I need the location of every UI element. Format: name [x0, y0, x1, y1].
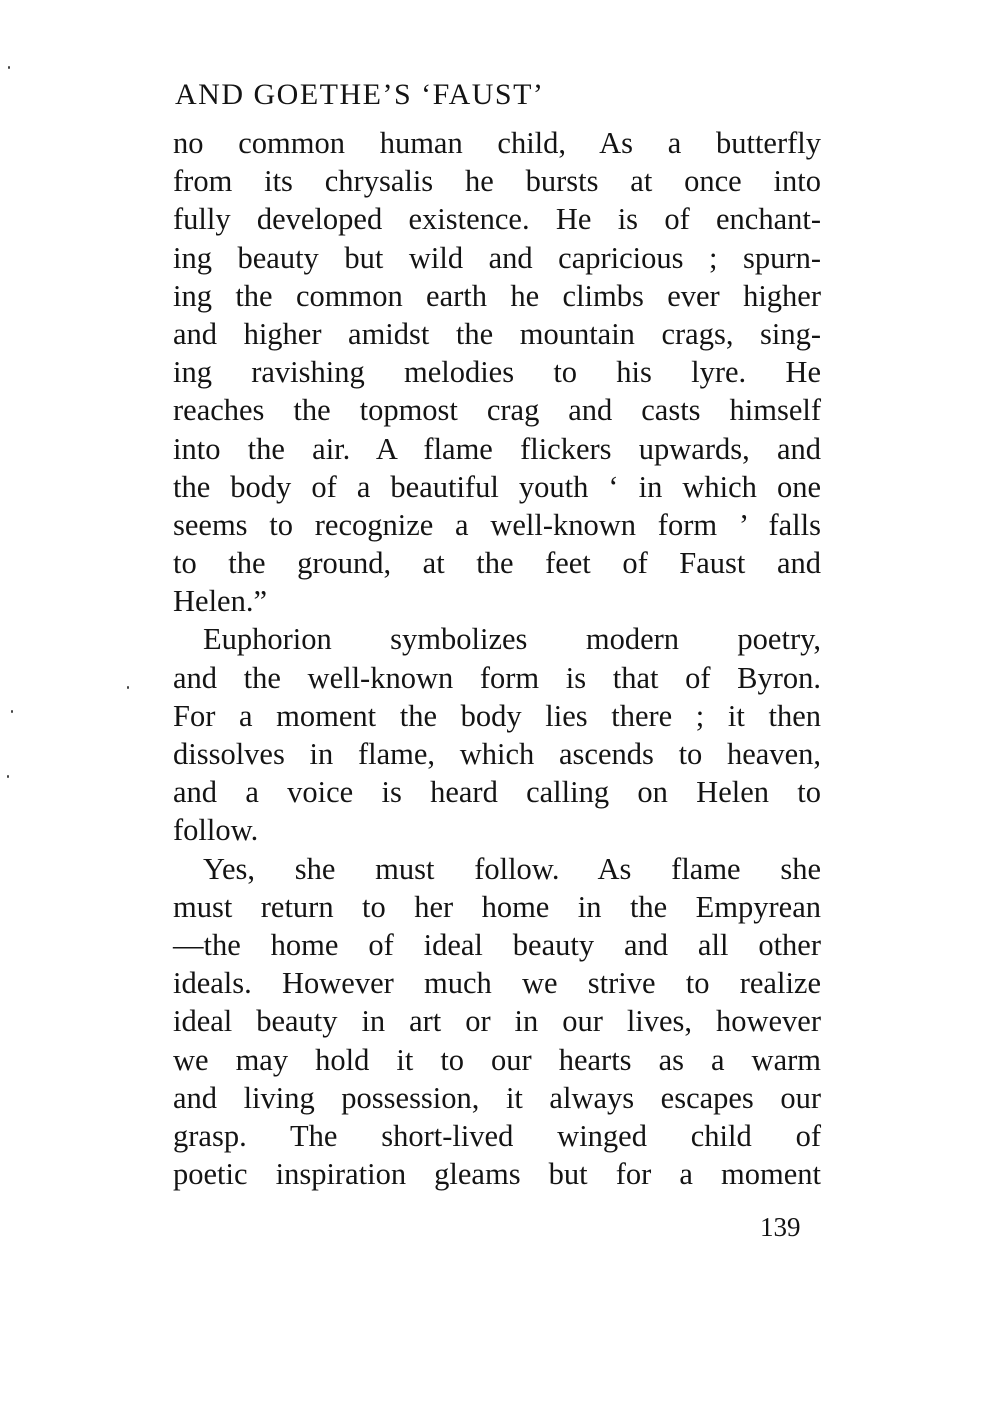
text-line: ing the common earth he climbs ever higher [173, 278, 821, 313]
scan-speck [7, 775, 9, 778]
scan-speck [8, 66, 10, 69]
text-line: and the well-known form is that of Byron. [173, 660, 821, 695]
text-line: and a voice is heard calling on Helen to [173, 775, 821, 810]
text-line: For a moment the body lies there ; it then [173, 698, 821, 733]
text-line: poetic inspiration gleams but for a moment [173, 1157, 821, 1192]
text-line: —the home of ideal beauty and all other [173, 927, 821, 962]
text-line: into the air. A flame flickers upwards, and [173, 431, 821, 466]
text-line: ideals. However much we strive to realize [173, 966, 821, 1001]
text-line: from its chrysalis he bursts at once into [173, 164, 821, 199]
text-line: follow. [173, 813, 259, 848]
text-line: Euphorion symbolizes modern poetry, [203, 622, 821, 657]
paragraph-3 [173, 850, 821, 1194]
text-line: fully developed existence. He is of enchant- [173, 202, 821, 237]
running-head: AND GOETHE’S ‘FAUST’ [175, 78, 545, 111]
text-line: to the ground, at the feet of Faust and [173, 546, 821, 581]
text-line: grasp. The short-lived winged child of [173, 1118, 821, 1153]
text-line: and higher amidst the mountain crags, sing- [173, 316, 821, 351]
scan-speck [127, 686, 129, 689]
body-text [173, 124, 821, 1193]
text-line: reaches the topmost crag and casts himself [173, 393, 821, 428]
text-line: ideal beauty in art or in our lives, however [173, 1004, 821, 1039]
text-line: ing beauty but wild and capricious ; spurn- [173, 240, 821, 275]
text-line: ing ravishing melodies to his lyre. He [173, 355, 821, 390]
text-line: the body of a beautiful youth ‘ in which one [173, 469, 821, 504]
paragraph-1 [173, 124, 821, 620]
text-line: seems to recognize a well-known form ’ falls [173, 507, 821, 542]
text-line: we may hold it to our hearts as a warm [173, 1042, 821, 1077]
text-line: must return to her home in the Empyrean [173, 889, 821, 924]
text-line: dissolves in flame, which ascends to heaven, [173, 737, 821, 771]
text-line: and living possession, it always escapes our [173, 1080, 821, 1115]
paragraph-2 [173, 620, 821, 849]
text-line: Helen.” [173, 584, 267, 619]
scan-speck [11, 710, 13, 713]
page-number: 139 [760, 1212, 801, 1242]
text-line: Yes, she must follow. As flame she [203, 851, 821, 886]
text-line: no common human child, As a butterfly [173, 126, 821, 160]
